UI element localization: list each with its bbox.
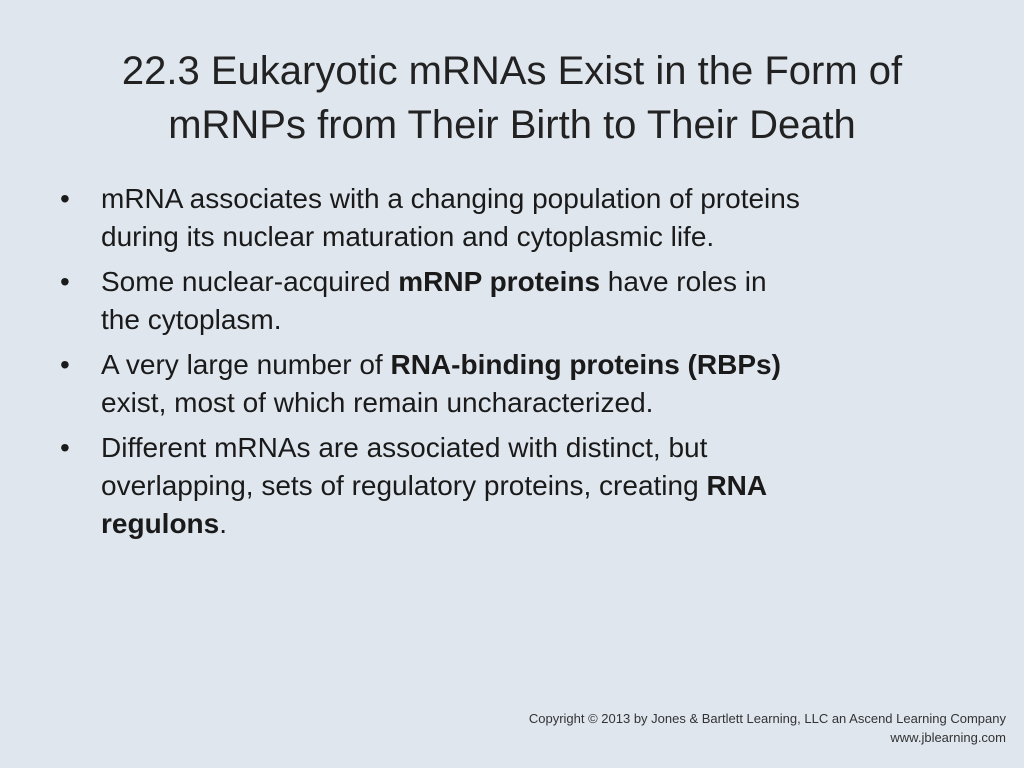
bullet-2-text: Some nuclear-acquired [101, 266, 399, 297]
bullet-1-line-2: during its nuclear maturation and cytoplasmic life. [101, 221, 715, 252]
bullet-item [56, 263, 956, 339]
bullet-1-line-1: mRNA associates with a changing population of proteins [101, 183, 800, 214]
bullet-icon: • [60, 349, 70, 380]
copyright-text: Copyright © 2013 by Jones & Bartlett Learning, LLC an Ascend Learning Company [528, 711, 1006, 726]
bullet-4-line-1: Different mRNAs are associated with distinct, but [101, 432, 708, 463]
bullet-icon: • [60, 432, 70, 463]
bullet-4-period: . [219, 508, 228, 539]
bullet-list [56, 180, 956, 550]
bullet-3-text: A very large number of [101, 349, 391, 380]
bullet-icon: • [60, 266, 70, 297]
bullet-item [56, 180, 956, 256]
bullet-4-bold-term-b: regulons [101, 508, 220, 539]
bullet-icon: • [60, 183, 70, 214]
bullet-3-bold-term: RNA-binding proteins (RBPs) [390, 349, 781, 380]
bullet-4-line-2: overlapping, sets of regulatory proteins, creating [101, 470, 707, 501]
slide-title [0, 44, 1024, 152]
website-text: www.jblearning.com [890, 730, 1006, 745]
bullet-3-line-2: exist, most of which remain uncharacterized. [101, 387, 654, 418]
slide-title-line-2: mRNPs from Their Birth to Their Death [168, 103, 856, 147]
bullet-2-text-end: have roles in [600, 266, 767, 297]
bullet-2-line-2: the cytoplasm. [101, 304, 282, 335]
bullet-2-bold-term: mRNP proteins [398, 266, 601, 297]
slide-title-line-1: 22.3 Eukaryotic mRNAs Exist in the Form of [121, 49, 903, 93]
bullet-item [56, 429, 956, 543]
bullet-4-bold-term-a: RNA [706, 470, 768, 501]
copyright-footer [529, 709, 1006, 747]
bullet-item [56, 346, 956, 422]
